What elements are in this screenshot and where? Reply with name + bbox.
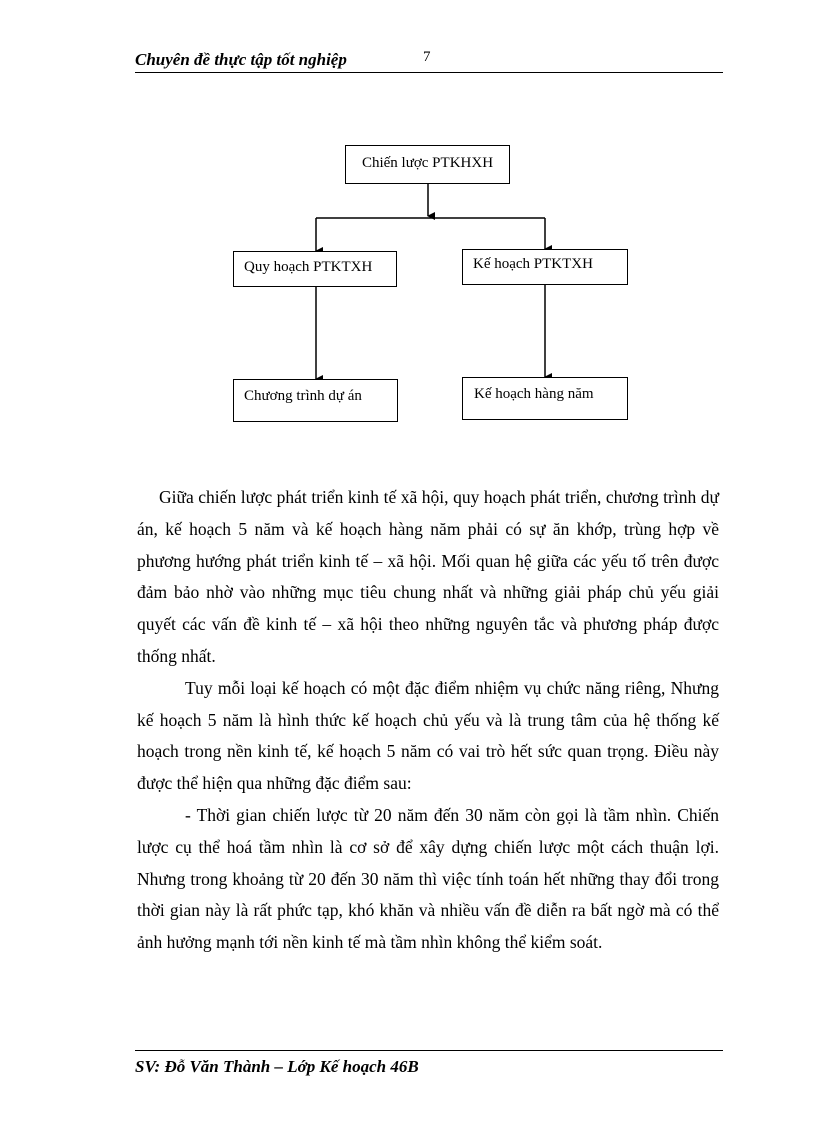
diagram-box-left-bottom-label: Chương trình dự án [244,388,362,404]
page-footer [135,1050,723,1076]
page-number: 7 [423,49,431,65]
diagram-box-right-bottom-label: Kế hoạch hàng năm [474,386,594,402]
flow-diagram-connectors [0,0,816,460]
footer-author: SV: Đỗ Văn Thành – Lớp Kế hoạch 46B [135,1057,419,1076]
body-paragraph: Tuy mỗi loại kế hoạch có một đặc điểm nhiệm vụ chức năng riêng, Nhưng kế hoạch 5 năm là hình thức kế hoạch chủ yếu và là trung tâm của hệ thống kế hoạch trong nền kinh tế, kế hoạch 5 năm có vai trò hết sức quan trọng. Điều này được thể hiện qua những đặc điểm sau: [137,677,719,794]
diagram-box-root-label: Chiến lược PTKHXH [361,155,494,171]
diagram-box-right-mid [462,249,628,285]
body-paragraph: Giữa chiến lược phát triển kinh tế xã hội, quy hoạch phát triển, chương trình dự án, kế hoạch 5 năm và kế hoạch hàng năm phải có sự ăn khớp, trùng hợp về phương hướng phát triển kinh tế – xã hội. Mối quan hệ giữa các yếu tố trên được đảm bảo nhờ vào những mục tiêu chung nhất và những giải pháp chủ yếu giải quyết các vấn đề kinh tế – xã hội theo những nguyên tắc và phương pháp được thống nhất. [137,487,719,666]
diagram-box-left-mid [233,251,397,287]
header-title: Chuyên đề thực tập tốt nghiệp [135,50,347,69]
diagram-box-left-bottom [233,379,398,422]
diagram-box-right-mid-label: Kế hoạch PTKTXH [473,256,593,272]
diagram-box-left-mid-label: Quy hoạch PTKTXH [244,259,373,275]
diagram-box-root [345,145,510,184]
diagram-box-right-bottom [462,377,628,420]
body-text [137,482,719,959]
body-paragraph: - Thời gian chiến lược từ 20 năm đến 30 năm còn gọi là tầm nhìn. Chiến lược cụ thể hoá tầm nhìn là cơ sở để xây dựng chiến lược một cách thuận lợi. Nhưng trong khoảng từ 20 đến 30 năm thì việc tính toán hết những thay đổi trong thời gian này là rất phức tạp, khó khăn và nhiều vấn đề diễn ra bất ngờ mà có thể ảnh hưởng mạnh tới nền kinh tế mà tầm nhìn không thể kiểm soát. [137,804,719,953]
